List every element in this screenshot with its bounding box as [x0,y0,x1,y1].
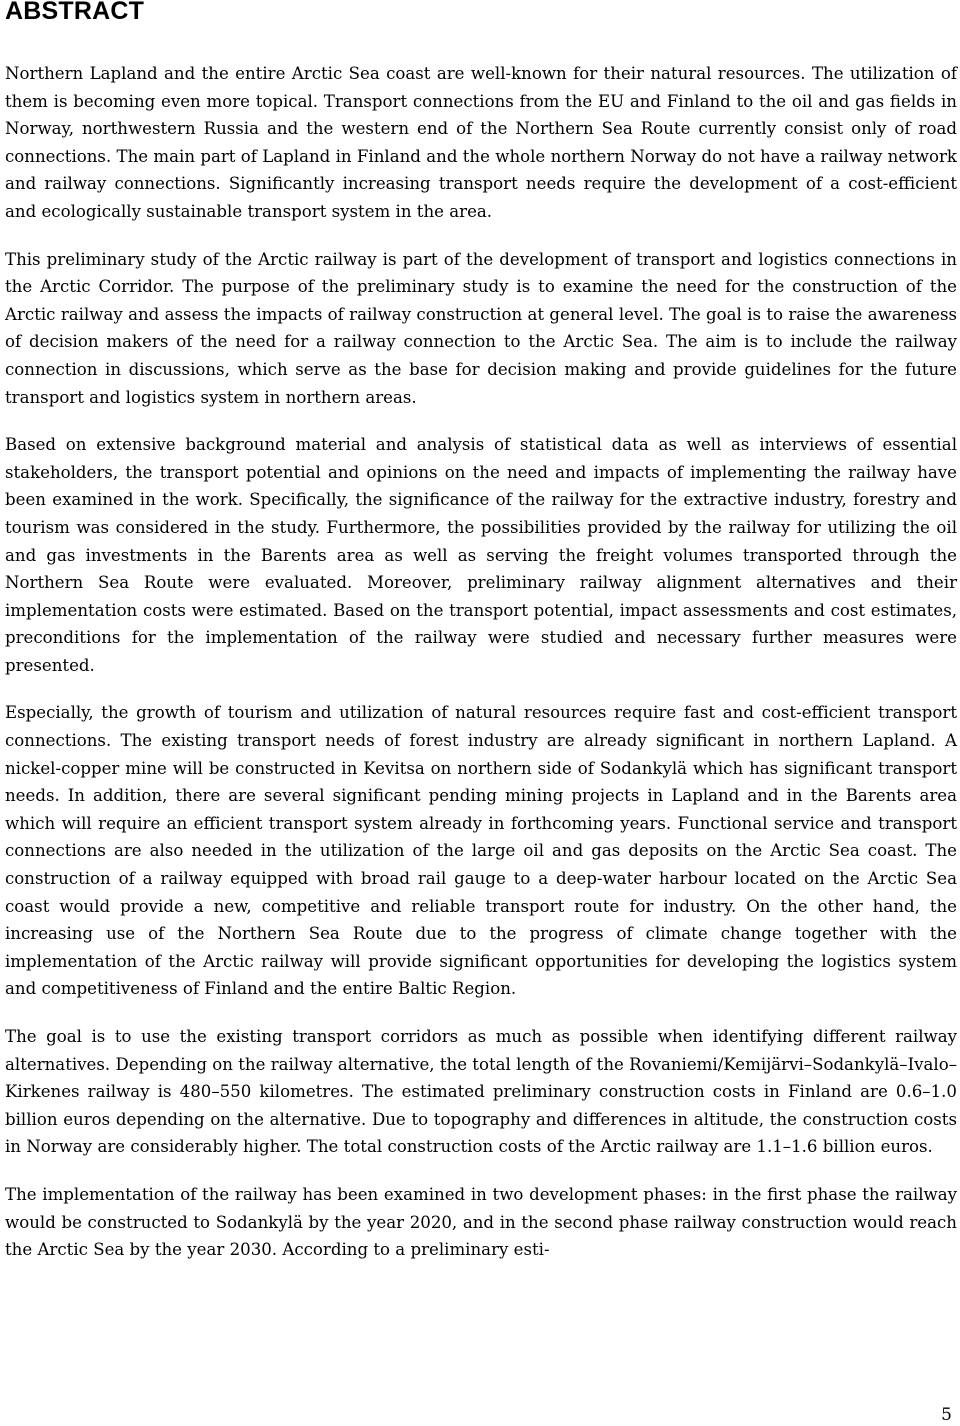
document-page [5,0,957,1284]
paragraph-3: Based on extensive background material and analysis of statistical data as well as interviews of essential stakeholders, the transport potential and opinions on the need and impacts of implementing the railway have been examined in the work. Specifically, the significance of the railway for the extractive industry, forestry and tourism was considered in the study. Furthermore, the possibilities provided by the railway for utilizing the oil and gas investments in the Barents area as well as serving the freight volumes transported through the Northern Sea Route were evaluated. Moreover, preliminary railway alignment alternatives and their implementation costs were estimated. Based on the transport potential, impact assessments and cost estimates, preconditions for the implementation of the railway were studied and necessary further measures were presented. [5,435,957,675]
paragraph-4: Especially, the growth of tourism and utilization of natural resources require fast and cost-efficient transport connections. The existing transport needs of forest industry are already significant in northern Lapland. A nickel-copper mine will be constructed in Kevitsa on northern side of Sodankylä which has significant transport needs. In addition, there are several significant pending mining projects in Lapland and in the Barents area which will require an efficient transport system already in forthcoming years. Functional service and transport connections are also needed in the utilization of the large oil and gas deposits on the Arctic Sea coast. The construction of a railway equipped with broad rail gauge to a deep-water harbour located on the Arctic Sea coast would provide a new, competitive and reliable transport route for industry. On the other hand, the increasing use of the Northern Sea Route due to the progress of climate change together with the implementation of the Arctic railway will provide significant opportunities for developing the logistics system and competitiveness of Finland and the entire Baltic Region. [5,703,957,999]
paragraph-6: The implementation of the railway has been examined in two development phases: in the first phase the railway would be constructed to Sodankylä by the year 2020, and in the second phase railway construction would reach the Arctic Sea by the year 2030. According to a preliminary esti- [5,1184,957,1260]
paragraph-5: The goal is to use the existing transport corridors as much as possible when identifying different railway alternatives. Depending on the railway alternative, the total length of the Rovaniemi/Kemijärvi–Sodankylä–Ivalo–Kirkenes railway is 480–550 kilometres. The estimated preliminary construction costs in Finland are 0.6–1.0 billion euros depending on the alternative. Due to topography and differences in altitude, the construction costs in Norway are considerably higher. The total construction costs of the Arctic railway are 1.1–1.6 billion euros. [5,1027,957,1157]
abstract-heading: ABSTRACT [5,0,145,25]
paragraph-1: Northern Lapland and the entire Arctic Sea coast are well-known for their natural resources. The utilization of them is becoming even more topical. Transport connections from the EU and Finland to the oil and gas fields in Norway, northwestern Russia and the western end of the Northern Sea Route currently consist only of road connections. The main part of Lapland in Finland and the whole northern Norway do not have a railway network and railway connections. Significantly increasing transport needs require the development of a cost-efficient and ecologically sustainable transport system in the area. [5,64,957,221]
paragraph-2: This preliminary study of the Arctic railway is part of the development of transport and logistics connections in the Arctic Corridor. The purpose of the preliminary study is to examine the need for the construction of the Arctic railway and assess the impacts of railway construction at general level. The goal is to raise the awareness of decision makers of the need for a railway connection to the Arctic Sea. The aim is to include the railway connection in discussions, which serve as the base for decision making and provide guidelines for the future transport and logistics system in northern areas. [5,249,957,407]
page-number: 5 [941,1405,952,1425]
